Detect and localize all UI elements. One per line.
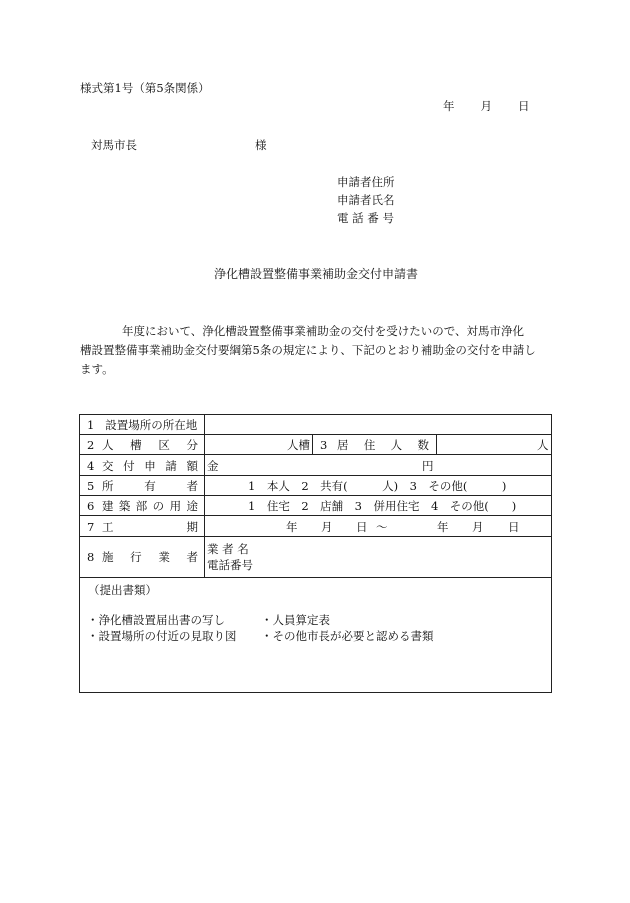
grant-amount-prefix: 金 (207, 459, 219, 473)
end-year-label: 年 (437, 520, 449, 534)
tank-class-label: 人 槽 区 分 (102, 438, 198, 452)
date-month-label: 月 (480, 99, 492, 113)
row-6-number: 7 (87, 520, 95, 534)
body-line-3: ます。 (80, 362, 114, 376)
building-use-label: 建 築 部 の 用 途 (102, 499, 198, 513)
addressee: 対馬市長 (91, 138, 137, 152)
period-separator: ～ (376, 520, 388, 534)
date-year-label: 年 (443, 99, 455, 113)
date-line (443, 101, 530, 113)
tank-class-unit: 人槽 (287, 438, 310, 452)
document-item: ・浄化槽設置届出書の写し (87, 613, 225, 627)
row-5-number: 6 (87, 499, 95, 513)
row-7-number: 8 (87, 550, 95, 564)
application-table (79, 414, 552, 693)
residents-unit: 人 (537, 438, 549, 452)
document-item: ・設置場所の付近の見取り図 (87, 629, 237, 643)
row-1-label: 1 設置場所の所在地 (87, 418, 198, 432)
row-3-number: 4 (87, 459, 95, 473)
applicant-name-label: 申請者氏名 (337, 193, 395, 207)
residents-number: 3 (320, 438, 328, 452)
document-title: 浄化槽設置整備事業補助金交付申請書 (214, 267, 419, 281)
owner-label: 所 有 者 (102, 479, 198, 493)
owner-options[interactable]: 1 本人 2 共有( 人) 3 その他( ) (248, 479, 507, 493)
documents-heading: （提出書類） (88, 583, 157, 597)
document-item: ・その他市長が必要と認める書類 (261, 629, 434, 643)
contractor-phone-label: 電話番号 (207, 558, 253, 572)
contractor-label: 施 行 業 者 (102, 550, 198, 564)
body-line-1: 年度において、浄化槽設置整備事業補助金の交付を受けたいので、対馬市浄化 (122, 324, 525, 338)
row-2-number: 2 (87, 438, 95, 452)
end-month-label: 月 (472, 520, 484, 534)
grant-amount-unit: 円 (422, 459, 434, 473)
location-value[interactable] (208, 416, 546, 433)
end-day-label: 日 (508, 520, 520, 534)
date-day-label: 日 (518, 99, 530, 113)
building-use-options[interactable]: 1 住宅 2 店舗 3 併用住宅 4 その他( ) (248, 499, 517, 513)
residents-label: 居 住 人 数 (337, 438, 429, 452)
contractor-company-label: 業 者 名 (207, 542, 249, 556)
body-text (80, 322, 558, 379)
start-year-label: 年 (286, 520, 298, 534)
document-item: ・人員算定表 (261, 613, 330, 627)
applicant-phone-label: 電 話 番 号 (337, 211, 394, 225)
row-4-number: 5 (87, 479, 95, 493)
grant-amount-label: 交 付 申 請 額 (102, 459, 198, 473)
start-day-label: 日 (356, 520, 368, 534)
applicant-address-label: 申請者住所 (337, 175, 395, 189)
body-line-2: 槽設置整備事業補助金交付要綱第5条の規定により、下記のとおり補助金の交付を申請し (80, 343, 536, 357)
construction-period-label: 工 期 (102, 520, 198, 534)
honorific: 様 (255, 138, 267, 152)
location-label: 設置場所の所在地 (105, 418, 198, 432)
form-number: 様式第1号（第5条関係） (80, 81, 210, 95)
start-month-label: 月 (321, 520, 333, 534)
